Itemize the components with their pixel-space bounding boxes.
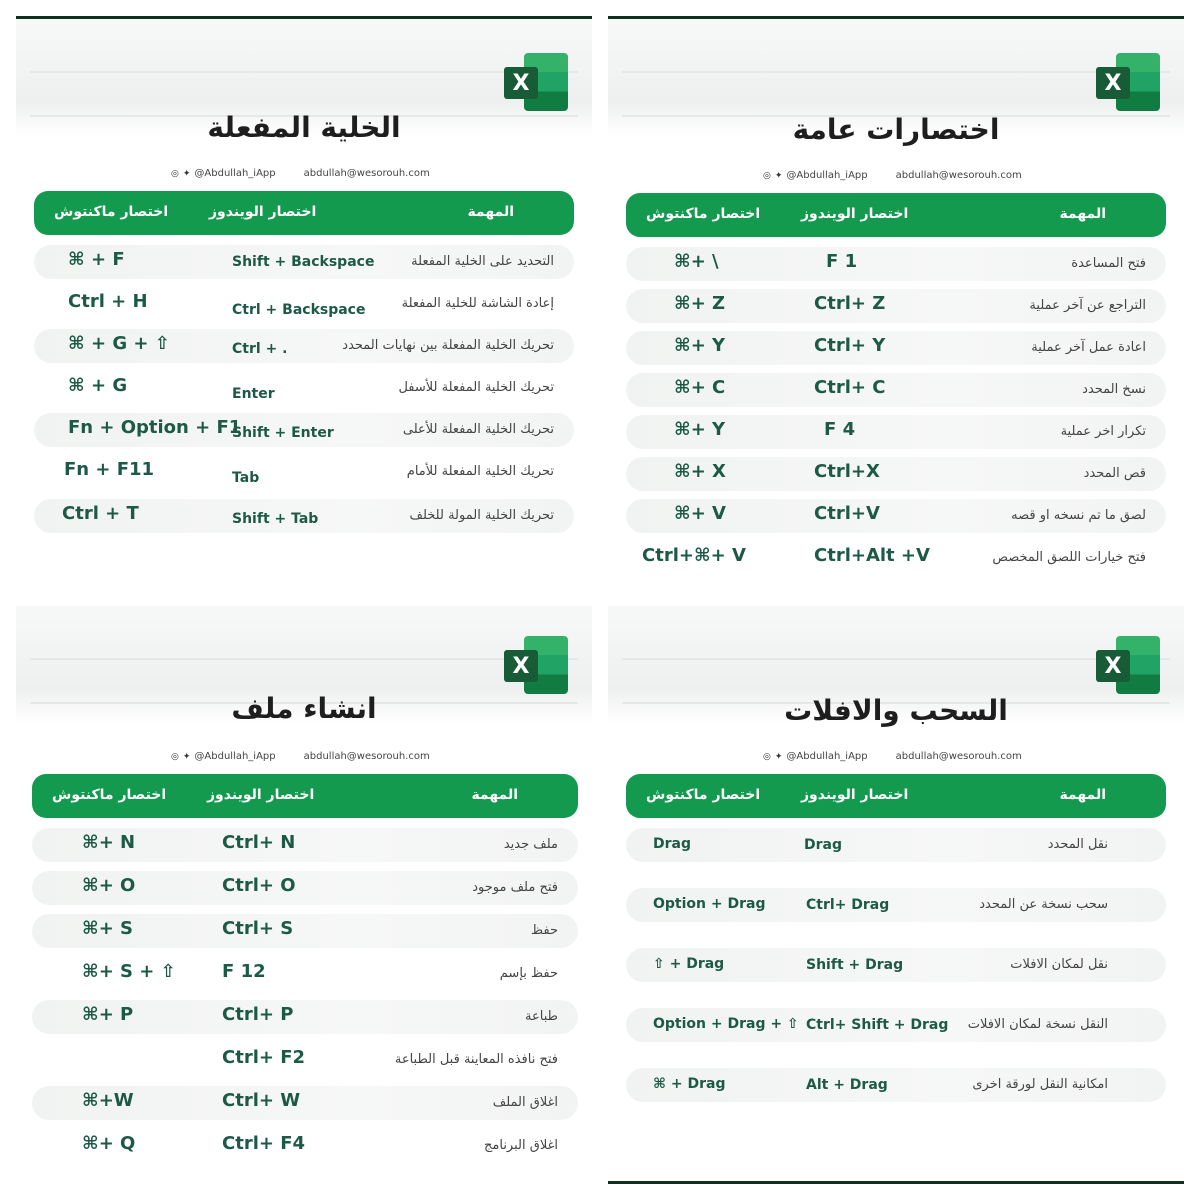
mac-cell: Ctrl + T [62, 503, 139, 524]
email: abdullah@wesorouh.com [895, 751, 1022, 762]
windows-cell: Tab [232, 470, 260, 486]
mac-cell: ⇧ + Drag [653, 956, 725, 972]
windows-cell: Shift + Backspace [232, 254, 375, 270]
table-row [34, 499, 574, 533]
twitter-handle: @Abdullah_iApp [194, 168, 276, 179]
mac-cell: ⌘+ P [82, 1004, 134, 1025]
table-row [32, 1000, 578, 1034]
table-row [34, 245, 574, 279]
mac-cell: ⌘+ S + ⇧ [82, 961, 176, 982]
mac-cell: Fn + F11 [64, 459, 155, 480]
header-mac: اختصار ماكنتوش [646, 787, 761, 803]
mac-cell: ⌘+ Y [674, 335, 726, 356]
table-row [626, 541, 1166, 575]
task-cell: فتح نافذه المعاينة قبل الطباعة [394, 1052, 558, 1067]
mac-cell: ⌘+ Q [82, 1133, 136, 1154]
mac-cell: ⌘+ S [82, 918, 134, 939]
header-windows: اختصار الويندوز [801, 787, 909, 803]
windows-cell: Ctrl+ Shift + Drag [806, 1017, 949, 1033]
panel-title: السحب والافلات [784, 694, 1008, 727]
table-row [34, 371, 574, 405]
windows-cell: Ctrl+Alt +V [814, 545, 930, 566]
table-row [626, 499, 1166, 533]
panel-title: اختصارات عامة [792, 113, 1000, 146]
panel-new-file [16, 606, 592, 1184]
task-cell: قص المحدد [1083, 466, 1146, 481]
task-cell: إعادة الشاشة للخلية المفعلة [401, 296, 554, 311]
table-row [34, 287, 574, 321]
header-windows: اختصار الويندوز [801, 206, 909, 222]
task-cell: تحريك الخلية المفعلة بين نهايات المحدد [342, 338, 554, 353]
task-cell: التراجع عن آخر عملية [1029, 298, 1146, 313]
mac-cell: ⌘+ \ [674, 251, 719, 272]
windows-cell: Ctrl+ N [222, 832, 296, 853]
twitter-icon: ✦ [774, 170, 783, 181]
panel-title: الخلية المفعلة [207, 111, 401, 144]
excel-logo-icon: X [504, 53, 568, 113]
task-cell: التحديد على الخلية المفعلة [411, 254, 554, 269]
task-cell: طباعة [525, 1009, 558, 1024]
credits [763, 751, 1022, 762]
credits [171, 751, 430, 762]
task-cell: فتح ملف موجود [472, 880, 558, 895]
instagram-icon: ◎ [763, 751, 771, 762]
windows-cell: Ctrl+ O [222, 875, 296, 896]
windows-cell: Enter [232, 386, 275, 402]
mac-cell: ⌘+ Z [674, 293, 726, 314]
mac-cell: ⌘ + G + ⇧ [68, 333, 170, 354]
excel-logo-icon: X [1096, 636, 1160, 696]
windows-cell: Ctrl+ S [222, 918, 294, 939]
task-cell: حفظ بإسم [499, 966, 558, 981]
windows-cell: F 12 [222, 961, 266, 982]
task-cell: نقل المحدد [1047, 837, 1108, 852]
mac-cell: ⌘+W [82, 1090, 134, 1111]
task-cell: تحريك الخلية المفعلة للأمام [406, 464, 554, 479]
table-row [32, 828, 578, 862]
mac-cell: ⌘+ O [82, 875, 136, 896]
header-windows: اختصار الويندوز [209, 204, 317, 220]
task-cell: اعادة عمل آخر عملية [1031, 340, 1146, 355]
task-cell: اغلاق الملف [492, 1095, 558, 1110]
windows-cell: F 1 [826, 251, 858, 272]
task-cell: اغلاق البرنامج [484, 1138, 558, 1153]
mac-cell: ⌘ + Drag [653, 1076, 726, 1092]
windows-cell: Ctrl + Backspace [232, 302, 366, 318]
windows-cell: Shift + Tab [232, 511, 319, 527]
table-row [626, 1008, 1166, 1042]
windows-cell: F 4 [824, 419, 856, 440]
table-row [32, 1043, 578, 1077]
twitter-icon: ✦ [774, 751, 783, 762]
mac-cell: ⌘+ Y [674, 419, 726, 440]
table-row [34, 455, 574, 489]
mac-cell: ⌘+ C [674, 377, 726, 398]
instagram-icon: ◎ [763, 170, 771, 181]
header-windows: اختصار الويندوز [207, 787, 315, 803]
table-row [32, 1129, 578, 1163]
table-row [626, 247, 1166, 281]
email: abdullah@wesorouh.com [303, 168, 430, 179]
table-row [626, 415, 1166, 449]
credits [171, 168, 430, 179]
windows-cell: Ctrl+X [814, 461, 880, 482]
panel-title: انشاء ملف [231, 692, 377, 725]
table-row [32, 914, 578, 948]
table-row [32, 871, 578, 905]
task-cell: تكرار اخر عملية [1060, 424, 1146, 439]
mac-cell: Fn + Option + F1 [68, 417, 242, 438]
task-cell: سحب نسخة عن المحدد [979, 897, 1108, 912]
excel-logo-icon: X [1096, 53, 1160, 113]
task-cell: فتح خيارات اللصق المخصص [992, 550, 1146, 565]
table-row [32, 1086, 578, 1120]
task-cell: ملف جديد [503, 837, 558, 852]
windows-cell: Ctrl+ W [222, 1090, 301, 1111]
task-cell: فتح المساعدة [1071, 256, 1146, 271]
twitter-icon: ✦ [182, 168, 191, 179]
table-row [626, 289, 1166, 323]
table-row [626, 331, 1166, 365]
panel-active-cell [16, 16, 592, 594]
instagram-icon: ◎ [171, 168, 179, 179]
table-row [626, 457, 1166, 491]
mac-cell: Option + Drag + ⇧ [653, 1016, 799, 1032]
table-row [626, 1068, 1166, 1102]
task-cell: تحريك الخلية المفعلة للأعلى [402, 422, 554, 437]
panel-drag-drop [608, 606, 1184, 1184]
mac-cell: Option + Drag [653, 896, 766, 912]
email: abdullah@wesorouh.com [895, 170, 1022, 181]
windows-cell: Shift + Enter [232, 425, 334, 441]
windows-cell: Ctrl+ P [222, 1004, 294, 1025]
table-row [626, 948, 1166, 982]
header-mac: اختصار ماكنتوش [52, 787, 167, 803]
panel-general-shortcuts [608, 16, 1184, 594]
windows-cell: Drag [804, 837, 842, 853]
table-row [626, 828, 1166, 862]
table-header [34, 191, 574, 235]
twitter-handle: @Abdullah_iApp [786, 751, 868, 762]
windows-cell: Alt + Drag [806, 1077, 888, 1093]
table-row [626, 373, 1166, 407]
header-task: المهمة [1059, 206, 1106, 222]
task-cell: حفظ [531, 923, 558, 938]
mac-cell: Drag [653, 836, 691, 852]
windows-cell: Ctrl+V [814, 503, 880, 524]
windows-cell: Ctrl+ Y [814, 335, 886, 356]
header-mac: اختصار ماكنتوش [646, 206, 761, 222]
task-cell: تحريك الخلية المولة للخلف [409, 508, 554, 523]
twitter-handle: @Abdullah_iApp [194, 751, 276, 762]
header-task: المهمة [1059, 787, 1106, 803]
windows-cell: Ctrl+ C [814, 377, 886, 398]
table-header [626, 774, 1166, 818]
email: abdullah@wesorouh.com [303, 751, 430, 762]
task-cell: نقل لمكان الافلات [1010, 957, 1108, 972]
task-cell: لصق ما تم نسخه او قصه [1011, 508, 1146, 523]
twitter-handle: @Abdullah_iApp [786, 170, 868, 181]
twitter-icon: ✦ [182, 751, 191, 762]
table-header [32, 774, 578, 818]
table-row [34, 413, 574, 447]
mac-cell: ⌘+ X [674, 461, 726, 482]
windows-cell: Ctrl+ Drag [806, 897, 890, 913]
windows-cell: Ctrl+ Z [814, 293, 886, 314]
mac-cell: ⌘ + G [68, 375, 128, 396]
task-cell: امكانية النقل لورقة اخرى [972, 1077, 1108, 1092]
mac-cell: ⌘+ V [674, 503, 726, 524]
table-header [626, 193, 1166, 237]
windows-cell: Ctrl + . [232, 341, 288, 357]
windows-cell: Ctrl+ F4 [222, 1133, 306, 1154]
header-task: المهمة [467, 204, 514, 220]
windows-cell: Shift + Drag [806, 957, 904, 973]
credits [763, 170, 1022, 181]
windows-cell: Ctrl+ F2 [222, 1047, 306, 1068]
mac-cell: ⌘ + F [68, 249, 125, 270]
task-cell: نسخ المحدد [1082, 382, 1146, 397]
header-task: المهمة [471, 787, 518, 803]
task-cell: تحريك الخلية المفعلة للأسفل [398, 380, 554, 395]
table-row [34, 329, 574, 363]
mac-cell: Ctrl+⌘+ V [642, 545, 746, 566]
mac-cell: Ctrl + H [68, 291, 148, 312]
task-cell: النقل نسخة لمكان الافلات [967, 1017, 1108, 1032]
mac-cell: ⌘+ N [82, 832, 136, 853]
excel-logo-icon: X [504, 636, 568, 696]
header-mac: اختصار ماكنتوش [54, 204, 169, 220]
table-row [32, 957, 578, 991]
instagram-icon: ◎ [171, 751, 179, 762]
table-row [626, 888, 1166, 922]
